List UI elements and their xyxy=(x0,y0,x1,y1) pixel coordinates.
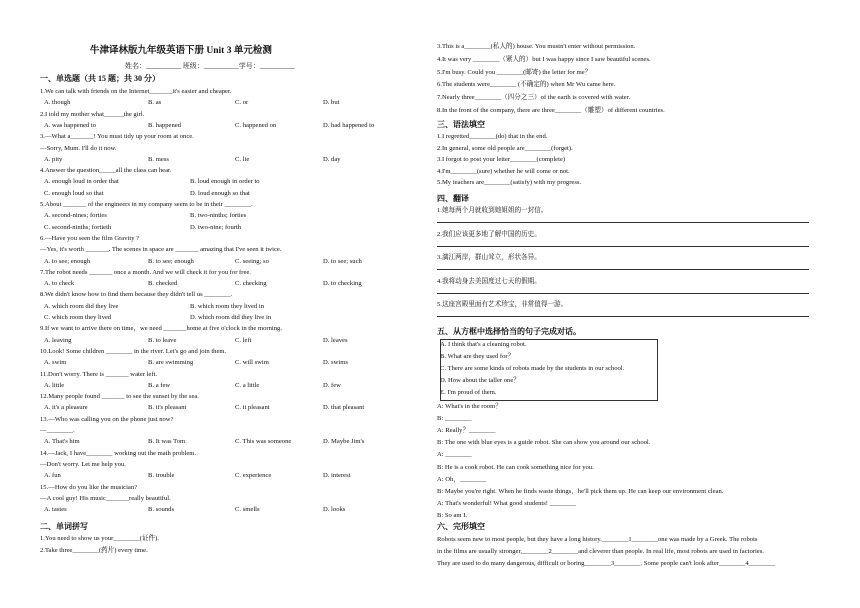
page-title: 牛津译林版九年级英语下册 Unit 3 单元检测 xyxy=(90,46,272,56)
translation-item-2: 2.我们应该更多地了解中国的历史。 xyxy=(437,230,541,238)
translation-item-4: 4.我将动身去美国度过七天的假期。 xyxy=(437,277,541,285)
mcq-question-14-line2: —Don't worry. Let me help you. xyxy=(40,460,126,468)
mcq-question-2: 2.I told my mother what______the girl. xyxy=(40,110,145,118)
student-info-line: 姓名：__________ 班级：__________学号：__________ xyxy=(125,62,295,70)
mcq-option-11-B: B. a few xyxy=(148,381,171,389)
dialogue-line-2: B: ________ xyxy=(437,415,472,423)
mcq-option-8-D: D. which room did they live in xyxy=(190,314,272,321)
mcq-option-9-C: C. left xyxy=(235,336,252,344)
translation-answer-line-3 xyxy=(437,269,809,270)
section-1-header: 一、单选题（共 15 题；共 30 分） xyxy=(40,74,160,83)
mcq-option-13-C: C. This was someone xyxy=(235,438,292,446)
mcq-question-6: 6.—Have you seen the film Gravity ? xyxy=(40,234,140,242)
translation-answer-line-1 xyxy=(437,222,809,223)
dialogue-line-7: A: Oh，________ xyxy=(437,475,487,483)
spelling-item-8: 8.In the front of the company, there are three________（雕塑）of different countries. xyxy=(437,107,665,114)
mcq-question-3-line2: —Sorry, Mum. I'll do it now. xyxy=(40,144,117,152)
box-option-A: A. I think that's a cleaning robot. xyxy=(440,341,527,348)
mcq-option-10-A: A. swim xyxy=(44,359,67,367)
mcq-option-7-B: B. checked xyxy=(148,280,178,288)
section-6-header: 六、完形填空 xyxy=(437,522,485,531)
mcq-option-7-C: C. checking xyxy=(235,280,267,288)
mcq-option-1-D: D. but xyxy=(323,99,340,107)
spelling-item-7: 7.Nearly three________（四分之三）of the earth is covered with water. xyxy=(437,94,631,102)
box-option-C: C. There are some kinds of robots made by the students in our school. xyxy=(440,365,625,372)
mcq-option-12-D: D. that pleasant xyxy=(323,404,365,412)
mcq-option-14-B: B. trouble xyxy=(148,472,175,480)
box-option-D: D. How about the taller one？ xyxy=(440,377,520,384)
mcq-option-5-D: D. two-nine; fourth xyxy=(190,223,242,231)
spelling-item-5: 5.I'm busy. Could you ________(邮寄) the letter for me？ xyxy=(437,68,592,76)
mcq-option-1-B: B. as xyxy=(148,99,162,107)
translation-answer-line-5 xyxy=(437,316,809,317)
spelling-item-6: 6.The students were________ (不确定的) when Mr Wu came here. xyxy=(437,81,616,89)
mcq-option-11-A: A. little xyxy=(44,381,65,389)
mcq-option-14-C: C. experience xyxy=(235,472,272,480)
mcq-option-1-C: C. or xyxy=(235,99,249,107)
mcq-option-4-D: D. loud enough so that xyxy=(190,189,250,197)
mcq-question-12: 12.Many people found _______ to see the sunset by the sea. xyxy=(40,393,199,401)
mcq-option-3-B: B. mess xyxy=(148,155,169,163)
grammar-item-5: 5.My teachers are________(satisfy) with my progress. xyxy=(437,179,582,186)
translation-answer-line-2 xyxy=(437,246,809,247)
mcq-option-4-A: A. enough loud in order that xyxy=(44,178,119,186)
section-5-header: 五、从方框中选择恰当的句子完成对话。 xyxy=(437,327,581,336)
mcq-option-10-D: D. swims xyxy=(323,359,348,367)
mcq-option-2-A: A. was happened to xyxy=(44,121,97,129)
cloze-line-2: in the films are usually stronger,________2________and cleverer than people. In real life, most robots are used in factories. xyxy=(437,547,764,555)
dialogue-line-3: A: Really？________ xyxy=(437,427,496,435)
mcq-question-13-line2: —________. xyxy=(40,427,75,434)
dialogue-line-4: B: The one with blue eyes is a guide robot. She can show you around our school. xyxy=(437,439,651,447)
mcq-question-15-line2: —A cool guy! His music_______really beautiful. xyxy=(40,494,171,502)
translation-item-5: 5.这座宫殿里面有艺术珍宝，非常值得一游。 xyxy=(437,301,568,308)
mcq-question-4: 4.Answer the question_____all the class can hear. xyxy=(40,167,172,175)
dialogue-line-8: B: Maybe you're right. When he finds waste things，he'll pick them up. He can keep our environment clean. xyxy=(437,487,724,495)
section-3-header: 三、语法填空 xyxy=(437,120,485,129)
grammar-item-2: 2.In general, some old people are________(forget). xyxy=(437,144,573,152)
mcq-option-3-C: C. lie xyxy=(235,155,250,163)
mcq-option-9-D: D. leaves xyxy=(323,336,348,344)
mcq-option-9-A: A. leaving xyxy=(44,336,72,344)
mcq-option-7-D: D. to checking xyxy=(323,280,362,288)
mcq-question-5: 5.About _______ of the engineers in my company seem to be in their ________. xyxy=(40,201,253,208)
mcq-option-1-A: A. though xyxy=(44,99,71,107)
mcq-question-15: 15.—How do you like the musician? xyxy=(40,483,138,491)
grammar-item-4: 4.I'm________(sure) whether he will come or not. xyxy=(437,167,570,175)
mcq-option-4-C: C. enough loud so that xyxy=(44,189,104,197)
mcq-question-14: 14.—Jack, I have________ working out the math problem. xyxy=(40,449,197,457)
section-4-header: 四、翻译 xyxy=(437,194,469,203)
mcq-question-11: 11.Don't worry. There is _______ water left. xyxy=(40,370,158,378)
spelling-item-3: 3.This is a________(私人的) house. You mustn't enter without permission. xyxy=(437,43,636,50)
mcq-option-15-D: D. looks xyxy=(323,506,346,514)
translation-answer-line-4 xyxy=(437,293,809,294)
mcq-option-12-C: C. it pleasant xyxy=(235,404,270,412)
mcq-option-15-B: B. sounds xyxy=(148,506,175,514)
mcq-option-8-B: B. which room they lived in xyxy=(190,302,264,310)
mcq-question-8: 8.We didn't know how to find them because they didn't tell us ________. xyxy=(40,291,233,299)
mcq-option-4-B: B. loud enough in order to xyxy=(190,178,260,186)
grammar-item-1: 1.I regretted________(do) that in the end. xyxy=(437,133,548,140)
mcq-option-6-C: C. seeing; so xyxy=(235,257,269,265)
mcq-option-3-D: D. day xyxy=(323,155,341,163)
mcq-option-5-B: B. two-ninths; forties xyxy=(190,212,247,220)
dialogue-line-9: A: That's wonderful! What good students! ________ xyxy=(437,499,577,507)
mcq-option-14-A: A. fun xyxy=(44,472,61,480)
mcq-question-10: 10.Look! Some children ________ in the river. Let's go and join them. xyxy=(40,347,227,355)
mcq-option-13-B: B. It was Tom xyxy=(148,438,186,446)
dialogue-line-5: A: ________ xyxy=(437,451,472,459)
mcq-question-6-line2: —Yes, it's worth _______. The scenes in space are _______ amazing that I've seen it twice. xyxy=(40,246,282,254)
translation-item-3: 3.漓江两岸，群山耸立，形状各异。 xyxy=(437,254,541,261)
mcq-option-9-B: B. to leave xyxy=(148,336,177,344)
mcq-option-12-B: B. it's pleasant xyxy=(148,404,187,412)
mcq-option-15-A: A. tastes xyxy=(44,506,67,514)
box-option-B: B. What are they used for？ xyxy=(440,353,515,360)
mcq-option-13-D: D. Maybe Jim's xyxy=(323,438,365,446)
section-2-header: 二、单词拼写 xyxy=(40,522,88,531)
mcq-option-10-C: C. will swim xyxy=(235,359,269,367)
mcq-option-13-A: A. That's him xyxy=(44,438,80,446)
mcq-option-14-D: D. interest xyxy=(323,472,351,480)
mcq-option-2-C: C. happened on xyxy=(235,121,277,129)
mcq-option-15-C: C. smells xyxy=(235,506,260,514)
dialogue-line-1: A: What's in the room？ xyxy=(437,403,502,410)
mcq-option-6-D: D. to see; such xyxy=(323,257,362,265)
mcq-option-8-A: A. which room did they live xyxy=(44,302,119,310)
mcq-question-7: 7.The robot needs _______ once a month. And we will check it for you for free. xyxy=(40,268,251,276)
mcq-option-2-B: B. happened xyxy=(148,121,181,129)
mcq-option-5-C: C. second-ninths; fortieth xyxy=(44,223,112,231)
mcq-option-11-D: D. few xyxy=(323,381,341,389)
mcq-question-3: 3.—What a_______! You must tidy up your room at once. xyxy=(40,133,194,141)
mcq-question-9: 9.If we want to arrive there on time，we need _______home at five o'clock in the morning. xyxy=(40,325,282,333)
dialogue-line-6: B: He is a cook robot. He can cook something nice for you. xyxy=(437,463,594,471)
mcq-option-8-C: C. which room they lived xyxy=(44,314,112,321)
grammar-item-3: 3.I forgot to post your letter________(complete) xyxy=(437,156,566,163)
spelling-item-4: 4.It was very ________（紧人的）but I was happy since I saw beautiful scenes. xyxy=(437,55,651,63)
mcq-option-7-A: A. to check xyxy=(44,280,75,288)
cloze-line-3: They are used to do many dangerous, difficult or boring________3________. Some people can't look after________4________ xyxy=(437,559,776,567)
mcq-option-12-A: A. it's a pleasure xyxy=(44,404,88,412)
mcq-option-6-A: A. to see; enough xyxy=(44,257,91,265)
spelling-item-2: 2.Take three________(药片) every time. xyxy=(40,547,148,554)
cloze-line-1: Robots seem new to most people, but they have a long history.________1________one was made by a Greek. The robots xyxy=(437,536,758,543)
mcq-option-11-C: C. a little xyxy=(235,381,260,389)
mcq-option-2-D: D. had happened to xyxy=(323,121,375,129)
mcq-option-6-B: B. to see; enough xyxy=(148,257,194,265)
spelling-item-1: 1.You need to show us your________(证件). xyxy=(40,535,159,542)
translation-item-1: 1.她每两个月就收到她姐姐的一封信。 xyxy=(437,207,548,214)
dialogue-line-10: B: So am I. xyxy=(437,511,468,519)
mcq-option-3-A: A. pity xyxy=(44,155,63,163)
mcq-option-10-B: B. are swimming xyxy=(148,359,194,367)
mcq-question-13: 13.—Who was calling you on the phone just now? xyxy=(40,415,174,423)
mcq-question-1: 1.We can talk with friends on the Internet_______it's easier and cheaper. xyxy=(40,88,232,95)
mcq-option-5-A: A. second-nines; forties xyxy=(44,212,107,220)
box-option-E: E. I'm proud of them. xyxy=(440,389,497,396)
